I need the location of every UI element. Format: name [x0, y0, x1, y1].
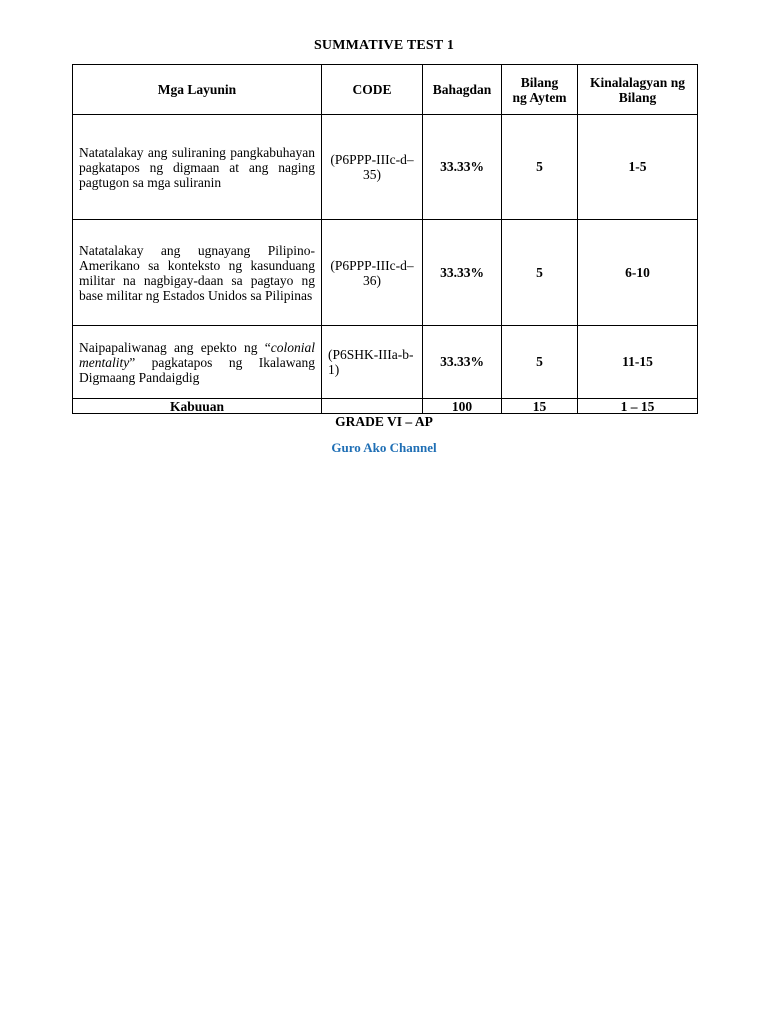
total-label: Kabuuan — [73, 399, 322, 414]
objective-text-before: Naipapaliwanag ang epekto ng “ — [79, 339, 271, 355]
total-percent: 100 — [423, 399, 502, 414]
objective-cell: Natatalakay ang suliraning pangkabuhayan pagkatapos ng digmaan at ang naging pagtugon sa mga suliranin — [73, 115, 322, 220]
header-items: Bilang ng Aytem — [502, 65, 578, 115]
items-cell: 5 — [502, 326, 578, 399]
placement-cell: 1-5 — [578, 115, 698, 220]
percent-cell: 33.33% — [423, 326, 502, 399]
code-cell: (P6PPP-IIIc-d–35) — [322, 115, 423, 220]
total-code — [322, 399, 423, 414]
objective-cell: Natatalakay ang ugnayang Pilipino-Amerikano sa konteksto ng kasunduang militar na nagbigay-daan sa pagtayo ng base militar ng Estados Unidos sa Pilipinas — [73, 220, 322, 326]
code-cell: (P6SHK-IIIa-b-1) — [322, 326, 423, 399]
header-percent: Bahagdan — [423, 65, 502, 115]
table-of-specifications — [72, 64, 698, 414]
percent-cell: 33.33% — [423, 115, 502, 220]
channel-name: Guro Ako Channel — [331, 440, 437, 455]
table-header-row — [73, 65, 698, 115]
percent-cell: 33.33% — [423, 220, 502, 326]
header-code: CODE — [322, 65, 423, 115]
placement-cell: 6-10 — [578, 220, 698, 326]
items-cell: 5 — [502, 115, 578, 220]
placement-cell: 11-15 — [578, 326, 698, 399]
table-row — [73, 115, 698, 220]
total-row — [73, 399, 698, 414]
objective-text-after: ” pagkatapos ng Ikalawang Digmaang Pandaigdig — [79, 354, 315, 385]
items-cell: 5 — [502, 220, 578, 326]
total-placement: 1 – 15 — [578, 399, 698, 414]
total-items: 15 — [502, 399, 578, 414]
grade-label: GRADE VI – AP — [335, 414, 433, 429]
table-row — [73, 220, 698, 326]
objective-text-emphasis: colonial mentality — [79, 339, 315, 370]
header-objectives: Mga Layunin — [73, 65, 322, 115]
document-title: SUMMATIVE TEST 1 — [313, 38, 455, 53]
header-placement: Kinalalagyan ng Bilang — [578, 65, 698, 115]
table-row — [73, 326, 698, 399]
objective-cell — [73, 326, 322, 399]
code-cell: (P6PPP-IIIc-d–36) — [322, 220, 423, 326]
